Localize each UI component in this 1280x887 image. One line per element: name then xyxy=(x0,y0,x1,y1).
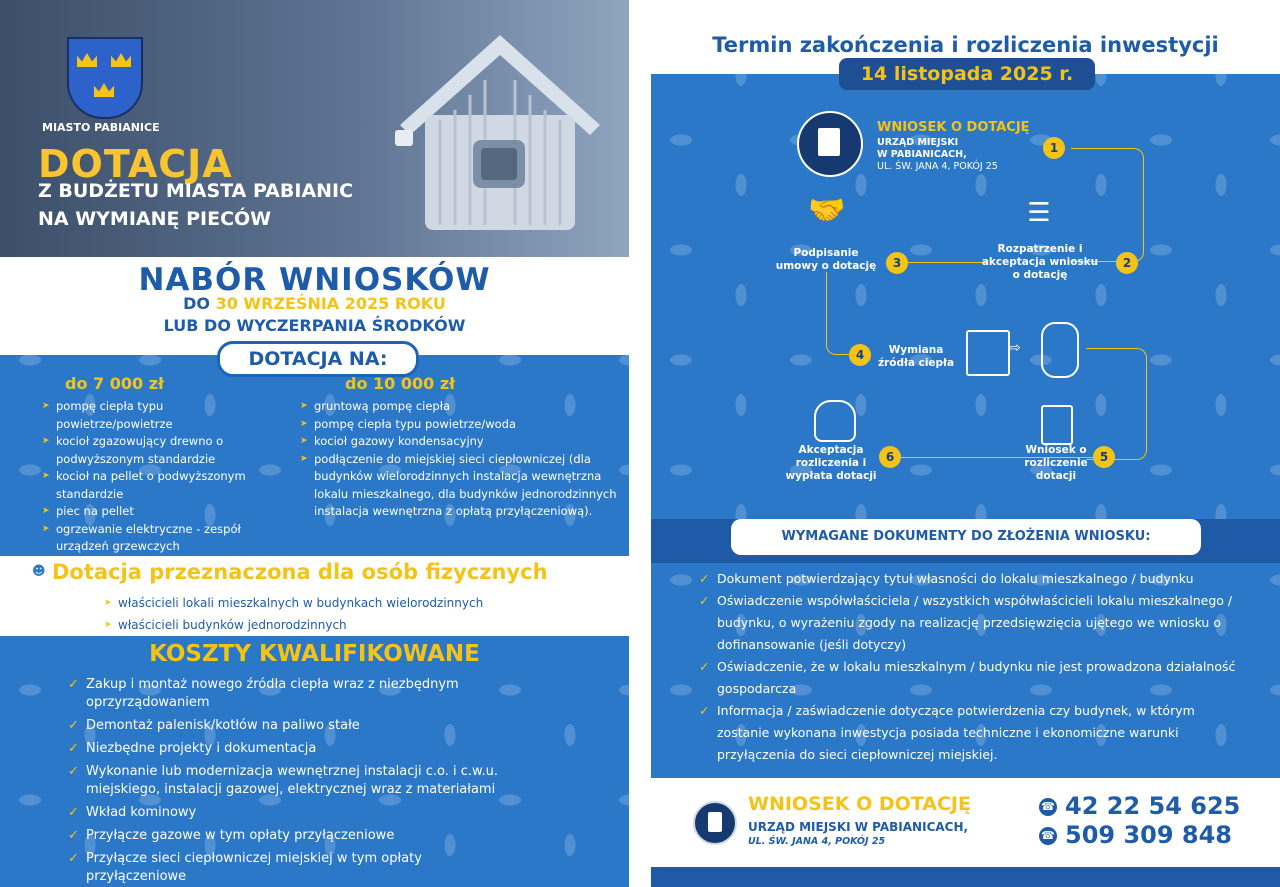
right-leaflet xyxy=(651,0,1280,887)
persons-title: Dotacja przeznaczona dla osób fizycznych xyxy=(52,560,548,584)
list-item: ➤ kocioł na pellet o podwyższonym standardzie xyxy=(42,468,282,503)
list-item: ✓ Niezbędne projekty i dokumentacja xyxy=(68,740,508,758)
phone-2[interactable]: ☎ 509 309 848 xyxy=(1039,821,1232,849)
docs-list xyxy=(699,568,1239,766)
step3-label: Podpisanie umowy o dotację xyxy=(775,247,877,272)
list-item: ✓ Przyłącze sieci ciepłowniczej miejskiej w tym opłaty przyłączeniowe xyxy=(68,850,508,886)
contact-footer xyxy=(651,778,1280,867)
list-item: ✓ Wykonanie lub modernizacja wewnętrznej instalacji c.o. i c.w.u. miejskiego, instalacji gazowej, elektrycznej wraz z materiałami xyxy=(68,763,508,799)
list-item: ✓ Wkład kominowy xyxy=(68,804,508,822)
phone-1[interactable]: ☎ 42 22 54 625 xyxy=(1039,792,1240,820)
step-number: 2 xyxy=(1116,252,1138,274)
list-item: ➤ właścicieli lokali mieszkalnych w budynkach wielorodzinnych xyxy=(104,592,564,614)
docs-title: WYMAGANE DOKUMENTY DO ZŁOŻENIA WNIOSKU: xyxy=(731,519,1201,555)
coat-of-arms xyxy=(67,37,143,119)
users-icon: ☻ xyxy=(32,564,46,579)
step5-label: Wniosek o rozliczenie dotacji xyxy=(1024,444,1088,482)
costs-title: KOSZTY KWALIFIKOWANE xyxy=(149,641,480,667)
nabor-line2: LUB DO WYCZERPANIA ŚRODKÓW xyxy=(163,316,466,335)
flow-line xyxy=(906,262,986,263)
step1-title: WNIOSEK O DOTACJĘ xyxy=(877,120,1030,135)
radiator-house-icon xyxy=(395,30,605,235)
footer-title: WNIOSEK O DOTACJĘ xyxy=(748,793,971,815)
step-number: 1 xyxy=(1043,137,1065,159)
persons-list xyxy=(104,592,564,636)
nabor-title: NABÓR WNIOSKÓW xyxy=(138,262,491,298)
col1-list xyxy=(42,398,282,556)
money-bag-icon xyxy=(814,400,856,442)
step2-label: Rozpatrzenie i akceptacja wniosku o dotację xyxy=(981,243,1099,281)
deadline-title: Termin zakończenia i rozliczenia inwestycji xyxy=(712,33,1219,57)
footer-address-2: UL. ŚW. JANA 4, POKÓJ 25 xyxy=(748,836,886,847)
list-item: ✓ Zakup i montaż nowego źródła ciepła wraz z niezbędnym oprzyrządowaniem xyxy=(68,676,508,712)
boiler-icon xyxy=(966,330,1010,376)
subtitle-1: Z BUDŻETU MIASTA PABIANIC xyxy=(38,180,354,202)
phone-icon: ☎ xyxy=(1039,827,1057,845)
list-item: ✓ Dokument potwierdzający tytuł własności do lokalu mieszkalnego / budynku xyxy=(699,568,1239,590)
list-item: ➤ ogrzewanie elektryczne - zespół urządzeń grzewczych xyxy=(42,521,282,556)
step1-address: URZĄD MIEJSKI W PABIANICACH, UL. ŚW. JANA 4, POKÓJ 25 xyxy=(877,137,998,172)
step6-label: Akceptacja rozliczenia i wypłata dotacji xyxy=(785,444,877,482)
list-item: ➤ kocioł zgazowujący drewno o podwyższonym standardzie xyxy=(42,433,282,468)
flow-line xyxy=(826,272,857,355)
bottom-bar xyxy=(651,867,1280,887)
costs-list xyxy=(68,676,508,887)
list-item: ➤ gruntową pompę ciepła xyxy=(300,398,618,416)
step4-label: Wymiana źródła ciepła xyxy=(877,344,955,369)
list-item: ➤ podłączenie do miejskiej sieci ciepłowniczej (dla budynków wielorodzinnych instalacja wewnętrzna lokalu mieszkalnego, dla budynków jednorodzinnych instalacja wewnętrzna z opłatą przyłączeniową). xyxy=(300,451,618,521)
dotacja-na-badge: DOTACJA NA: xyxy=(217,341,419,377)
invoice-icon xyxy=(1041,405,1073,445)
list-item: ✓ Oświadczenie współwłaściciela / wszystkich współwłaścicieli lokalu mieszkalnego / budynku, o wyrażeniu zgody na realizację przedsięwzięcia ujętego we wniosku o dofinansowanie (jeśli dotyczy) xyxy=(699,590,1239,656)
left-leaflet xyxy=(0,0,629,887)
persons-section xyxy=(0,556,629,636)
arrow-icon: ⇨ xyxy=(1009,340,1021,356)
crown-icon xyxy=(77,53,97,67)
footer-address-1: URZĄD MIEJSKI W PABIANICACH, xyxy=(748,820,969,834)
phone-icon: ☎ xyxy=(1039,798,1057,816)
step-number: 5 xyxy=(1093,446,1115,468)
col1-amount: do 7 000 zł xyxy=(65,374,164,393)
subtitle-2: NA WYMIANĘ PIECÓW xyxy=(38,208,272,230)
heat-pump-icon xyxy=(1041,322,1079,378)
city-name: MIASTO PABIANICE xyxy=(42,121,160,134)
list-item: ✓ Przyłącze gazowe w tym opłaty przyłączeniowe xyxy=(68,827,508,845)
step-number: 6 xyxy=(879,446,901,468)
nabor-deadline: DO 30 WRZEŚNIA 2025 ROKU xyxy=(183,294,446,313)
list-item: ✓ Oświadczenie, że w lokalu mieszkalnym / budynku nie jest prowadzona działalność gospodarcza xyxy=(699,656,1239,700)
list-item: ✓ Informacja / zaświadczenie dotyczące potwierdzenia czy budynek, w którym zostanie wykonana inwestycja posiada techniczne i ekonomiczne warunki przyłączenia do sieci ciepłowniczej miejskiej. xyxy=(699,700,1239,766)
checklist-icon: ☰ xyxy=(1027,198,1051,228)
list-item: ➤ właścicieli budynków jednorodzinnych xyxy=(104,614,564,636)
step-number: 4 xyxy=(849,344,871,366)
col2-list xyxy=(300,398,618,521)
crown-icon xyxy=(94,83,114,97)
list-item: ✓ Demontaż palenisk/kotłów na paliwo stałe xyxy=(68,717,508,735)
list-item: ➤ pompę ciepła typu powietrze/powietrze xyxy=(42,398,282,433)
crown-icon xyxy=(111,53,131,67)
handshake-icon: 🤝 xyxy=(808,193,846,228)
header-banner xyxy=(0,0,629,257)
deadline-date: 14 listopada 2025 r. xyxy=(839,58,1095,90)
step-number: 3 xyxy=(886,252,908,274)
document-icon xyxy=(693,801,737,845)
list-item: ➤ kocioł gazowy kondensacyjny xyxy=(300,433,618,451)
list-item: ➤ piec na pellet xyxy=(42,503,282,521)
document-icon xyxy=(797,111,863,177)
col2-amount: do 10 000 zł xyxy=(345,374,456,393)
main-title: DOTACJA xyxy=(38,142,233,186)
list-item: ➤ pompę ciepła typu powietrze/woda xyxy=(300,416,618,434)
